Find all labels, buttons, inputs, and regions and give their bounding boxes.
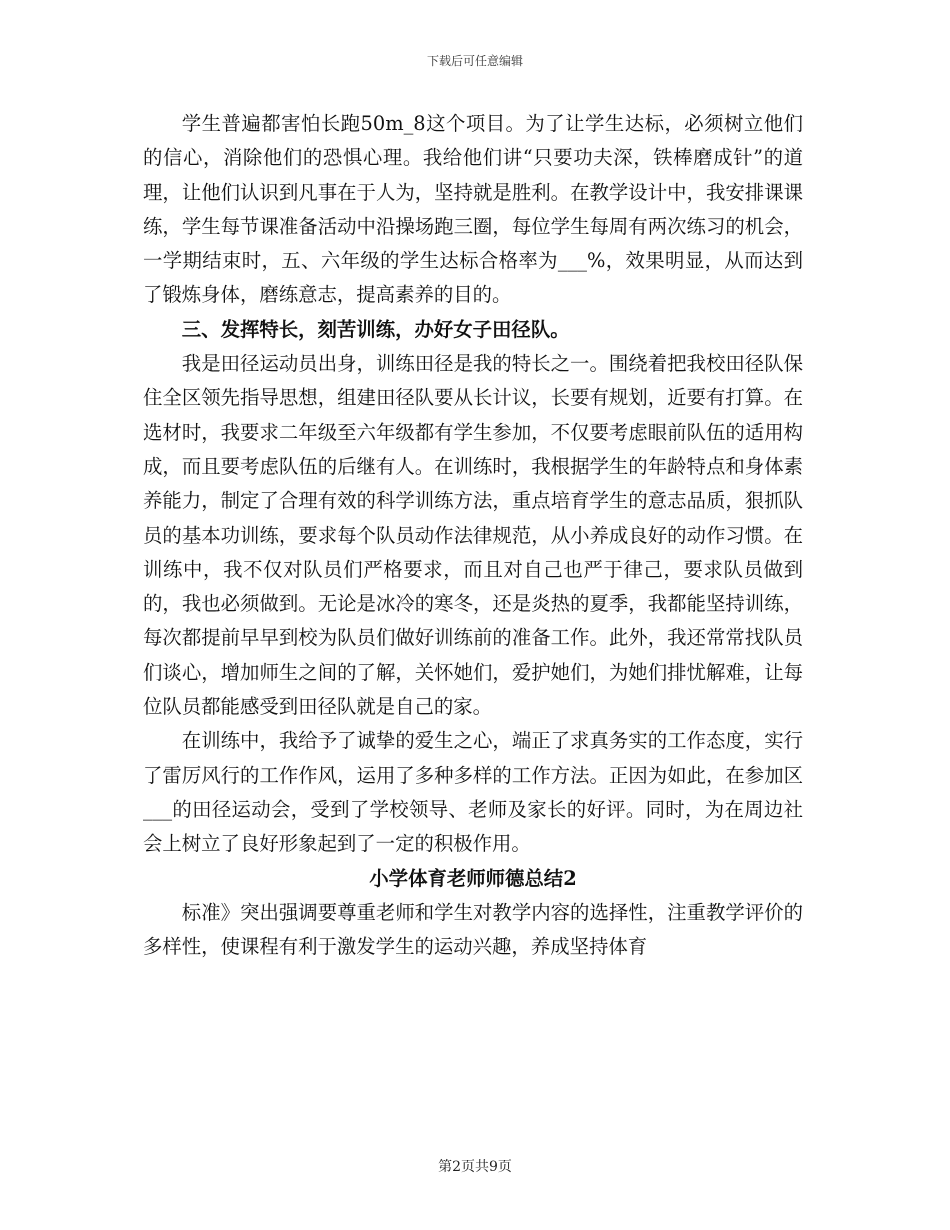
document-body — [143, 107, 803, 964]
paragraph-long-distance-running: 学生普遍都害怕长跑50m_8这个项目。为了让学生达标，必须树立他们的信心，消除他们的恐惧心理。我给他们讲“只要功夫深，铁棒磨成针”的道理，让他们认识到凡事在于人为，坚持就是胜利。在教学设计中，我安排课课练，学生每节课准备活动中沿操场跑三圈，每位学生每周有两次练习的机会，一学期结束时，五、六年级的学生达标合格率为___%，效果明显，从而达到了锻炼身体，磨练意志，提高素养的目的。 — [143, 112, 803, 307]
section-heading-track-team: 三、发挥特长，刻苦训练，办好女子田径队。 — [181, 317, 570, 341]
page-header: 下载后可任意编辑 — [426, 54, 523, 68]
paragraph-standards: 标准》突出强调要尊重老师和学生对教学内容的选择性，注重教学评价的多样性，使课程有利于激发学生的运动兴趣，养成坚持体育 — [143, 900, 803, 959]
page-footer: 第2页共9页 — [438, 1159, 512, 1175]
paragraph-training-results: 在训练中，我给予了诚挚的爱生之心，端正了求真务实的工作态度，实行了雷厉风行的工作作风，运用了多种多样的工作方法。正因为如此，在参加区___的田径运动会，受到了学校领导、老师及家长的好评。同时，为在周边社会上树立了良好形象起到了一定的积极作用。 — [143, 729, 803, 856]
document-title-summary-2: 小学体育老师师德总结2 — [369, 866, 577, 890]
paragraph-track-training: 我是田径运动员出身，训练田径是我的特长之一。围绕着把我校田径队保住全区领先指导思想，组建田径队要从长计议，长要有规划，近要有打算。在选材时，我要求二年级至六年级都有学生参加，不仅要考虑眼前队伍的适用构成，而且要考虑队伍的后继有人。在训练时，我根据学生的年龄特点和身体素养能力，制定了合理有效的科学训练方法，重点培育学生的意志品质，狠抓队员的基本功训练，要求每个队员动作法律规范，从小养成良好的动作习惯。在训练中，我不仅对队员们严格要求，而且对自己也严于律己，要求队员做到的，我也必须做到。无论是冰冷的寒冬，还是炎热的夏季，我都能坚持训练，每次都提前早早到校为队员们做好训练前的准备工作。此外，我还常常找队员们谈心，增加师生之间的了解，关怀她们，爱护她们，为她们排忧解难，让每位队员都能感受到田径队就是自己的家。 — [143, 352, 803, 719]
